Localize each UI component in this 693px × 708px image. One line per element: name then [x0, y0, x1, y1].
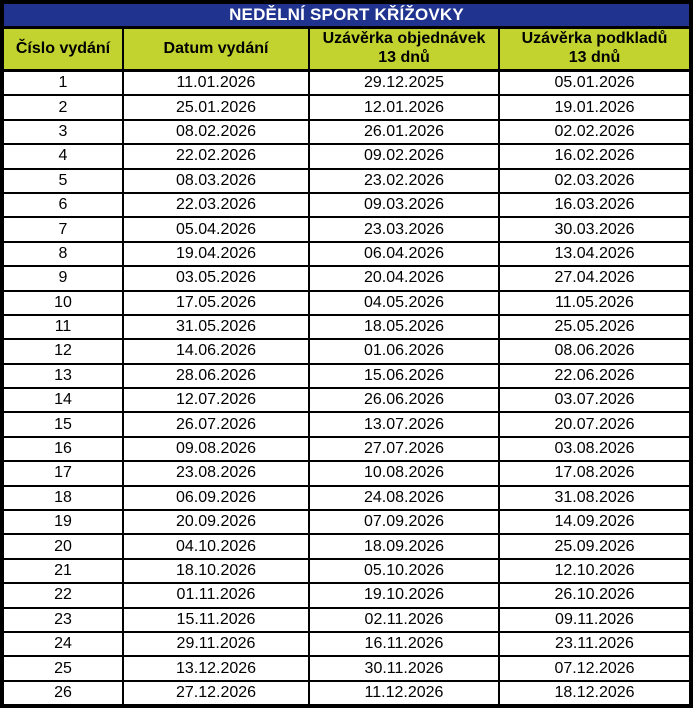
cell-publish-date: 15.11.2026	[124, 609, 310, 631]
cell-publish-date: 26.07.2026	[124, 413, 310, 435]
table-row	[4, 121, 689, 145]
cell-publish-date: 31.05.2026	[124, 316, 310, 338]
cell-orders-deadline: 01.06.2026	[310, 340, 500, 362]
cell-issue-number: 16	[4, 438, 124, 460]
column-header-materials-deadline	[500, 29, 689, 69]
table-row	[4, 218, 689, 242]
cell-orders-deadline: 10.08.2026	[310, 462, 500, 484]
cell-orders-deadline: 02.11.2026	[310, 609, 500, 631]
cell-materials-deadline: 02.02.2026	[554, 122, 635, 140]
cell-publish-date: 04.10.2026	[124, 535, 310, 557]
cell-orders-deadline: 09.03.2026	[310, 194, 500, 216]
table-body	[4, 72, 689, 704]
column-header-issue-number	[4, 29, 124, 69]
cell-orders-deadline: 26.01.2026	[310, 121, 500, 143]
cell-publish-date: 09.08.2026	[124, 438, 310, 460]
cell-issue-number: 14	[4, 389, 124, 411]
cell-materials-deadline: 16.03.2026	[554, 196, 635, 214]
cell-issue-number: 2	[4, 96, 124, 118]
cell-publish-date: 06.09.2026	[124, 487, 310, 509]
cell-publish-date: 18.10.2026	[124, 560, 310, 582]
cell-materials-deadline: 22.06.2026	[554, 366, 635, 384]
cell-orders-deadline: 19.10.2026	[310, 584, 500, 606]
table-row	[4, 584, 689, 608]
cell-issue-number: 20	[4, 535, 124, 557]
column-header-label: Číslo vydání	[15, 39, 111, 57]
cell-issue-number: 23	[4, 609, 124, 631]
cell-issue-number: 1	[4, 72, 124, 94]
table-row	[4, 145, 689, 169]
cell-issue-number: 21	[4, 560, 124, 582]
table-row	[4, 340, 689, 364]
cell-issue-number: 4	[4, 145, 124, 167]
cell-issue-number: 15	[4, 413, 124, 435]
table-row	[4, 511, 689, 535]
cell-publish-date: 12.07.2026	[124, 389, 310, 411]
table-title-bar	[4, 4, 689, 29]
cell-issue-number: 18	[4, 487, 124, 509]
cell-issue-number: 11	[4, 316, 124, 338]
cell-materials-deadline: 13.04.2026	[554, 244, 635, 262]
cell-publish-date: 27.12.2026	[124, 682, 310, 704]
column-header-orders-deadline	[310, 29, 500, 69]
column-header-subline: 13 dnů	[378, 49, 430, 66]
cell-orders-deadline: 13.07.2026	[310, 413, 500, 435]
cell-materials-deadline: 03.08.2026	[554, 440, 635, 458]
cell-materials-deadline: 12.10.2026	[554, 562, 635, 579]
cell-issue-number: 3	[4, 121, 124, 143]
table-row	[4, 170, 689, 194]
column-header-label: Uzávěrka podkladů	[521, 30, 668, 48]
cell-materials-deadline: 11.05.2026	[555, 293, 634, 311]
table-row	[4, 243, 689, 267]
cell-issue-number: 19	[4, 511, 124, 533]
cell-publish-date: 08.03.2026	[124, 170, 310, 192]
cell-issue-number: 8	[4, 243, 124, 265]
cell-materials-deadline: 25.05.2026	[554, 318, 635, 336]
cell-publish-date: 14.06.2026	[124, 340, 310, 362]
cell-publish-date: 08.02.2026	[124, 121, 310, 143]
table-row	[4, 487, 689, 511]
table-row	[4, 96, 689, 120]
cell-issue-number: 10	[4, 292, 124, 314]
cell-orders-deadline: 23.02.2026	[310, 170, 500, 192]
cell-orders-deadline: 30.11.2026	[310, 657, 500, 679]
cell-publish-date: 05.04.2026	[124, 218, 310, 240]
table-row	[4, 292, 689, 316]
cell-issue-number: 5	[4, 170, 124, 192]
cell-materials-deadline: 02.03.2026	[554, 171, 635, 189]
cell-publish-date: 22.03.2026	[124, 194, 310, 216]
cell-issue-number: 6	[4, 194, 124, 216]
cell-issue-number: 24	[4, 633, 124, 655]
cell-publish-date: 23.08.2026	[124, 462, 310, 484]
cell-orders-deadline: 09.02.2026	[310, 145, 500, 167]
cell-orders-deadline: 27.07.2026	[310, 438, 500, 460]
cell-publish-date: 01.11.2026	[124, 584, 310, 606]
cell-materials-deadline: 26.10.2026	[554, 586, 635, 604]
cell-orders-deadline: 16.11.2026	[310, 633, 500, 655]
table-row	[4, 194, 689, 218]
table-row	[4, 633, 689, 657]
cell-orders-deadline: 20.04.2026	[310, 267, 500, 289]
table-row	[4, 462, 689, 486]
cell-materials-deadline: 08.06.2026	[554, 342, 635, 360]
table-row	[4, 609, 689, 633]
cell-orders-deadline: 07.09.2026	[310, 511, 500, 533]
cell-orders-deadline: 24.08.2026	[310, 487, 500, 509]
cell-issue-number: 22	[4, 584, 124, 606]
cell-orders-deadline: 05.10.2026	[310, 560, 500, 582]
table-row	[4, 267, 689, 291]
cell-issue-number: 25	[4, 657, 124, 679]
cell-publish-date: 25.01.2026	[124, 96, 310, 118]
table-row	[4, 535, 689, 559]
cell-publish-date: 22.02.2026	[124, 145, 310, 167]
cell-orders-deadline: 23.03.2026	[310, 218, 500, 240]
cell-publish-date: 28.06.2026	[124, 365, 310, 387]
cell-materials-deadline: 20.07.2026	[554, 415, 635, 433]
cell-materials-deadline: 19.01.2026	[554, 98, 635, 116]
table-row	[4, 316, 689, 340]
cell-materials-deadline: 30.03.2026	[554, 220, 635, 238]
cell-orders-deadline: 29.12.2025	[310, 72, 500, 94]
cell-publish-date: 03.05.2026	[124, 267, 310, 289]
cell-materials-deadline: 27.04.2026	[554, 269, 635, 287]
table-row	[4, 560, 689, 584]
table-header-row	[4, 29, 689, 72]
table-row	[4, 682, 689, 704]
cell-orders-deadline: 15.06.2026	[310, 365, 500, 387]
cell-orders-deadline: 18.09.2026	[310, 535, 500, 557]
cell-issue-number: 17	[4, 462, 124, 484]
cell-publish-date: 19.04.2026	[124, 243, 310, 265]
cell-publish-date: 29.11.2026	[124, 633, 310, 655]
cell-orders-deadline: 12.01.2026	[310, 96, 500, 118]
column-header-subline: 13 dnů	[568, 49, 621, 66]
table-row	[4, 389, 689, 413]
cell-materials-deadline: 14.09.2026	[554, 513, 635, 531]
cell-publish-date: 13.12.2026	[124, 657, 310, 679]
table-row	[4, 657, 689, 681]
cell-orders-deadline: 11.12.2026	[310, 682, 500, 704]
cell-orders-deadline: 04.05.2026	[310, 292, 500, 314]
column-header-label: Uzávěrka objednávek	[322, 30, 486, 48]
cell-materials-deadline: 31.08.2026	[554, 488, 635, 506]
cell-materials-deadline: 09.11.2026	[555, 610, 634, 628]
table-row	[4, 72, 689, 96]
cell-orders-deadline: 06.04.2026	[310, 243, 500, 265]
cell-publish-date: 11.01.2026	[124, 72, 310, 94]
cell-orders-deadline: 26.06.2026	[310, 389, 500, 411]
cell-orders-deadline: 18.05.2026	[310, 316, 500, 338]
table-row	[4, 438, 689, 462]
cell-publish-date: 20.09.2026	[124, 511, 310, 533]
cell-issue-number: 9	[4, 267, 124, 289]
cell-materials-deadline: 03.07.2026	[554, 391, 635, 409]
cell-materials-deadline: 25.09.2026	[554, 537, 635, 555]
cell-issue-number: 12	[4, 340, 124, 362]
cell-publish-date: 17.05.2026	[124, 292, 310, 314]
cell-issue-number: 7	[4, 218, 124, 240]
column-header-publish-date	[124, 29, 310, 69]
cell-materials-deadline: 18.12.2026	[554, 683, 635, 701]
cell-materials-deadline: 07.12.2026	[554, 659, 635, 677]
cell-materials-deadline: 05.01.2026	[554, 74, 635, 92]
cell-issue-number: 13	[4, 365, 124, 387]
cell-issue-number: 26	[4, 682, 124, 704]
column-header-label: Datum vydání	[163, 39, 269, 57]
table-title: NEDĚLNÍ SPORT KŘÍŽOVKY	[229, 5, 464, 24]
cell-materials-deadline: 16.02.2026	[554, 147, 635, 165]
table-row	[4, 365, 689, 389]
table-row	[4, 413, 689, 437]
cell-materials-deadline: 23.11.2026	[555, 635, 634, 653]
cell-materials-deadline: 17.08.2026	[554, 464, 635, 482]
